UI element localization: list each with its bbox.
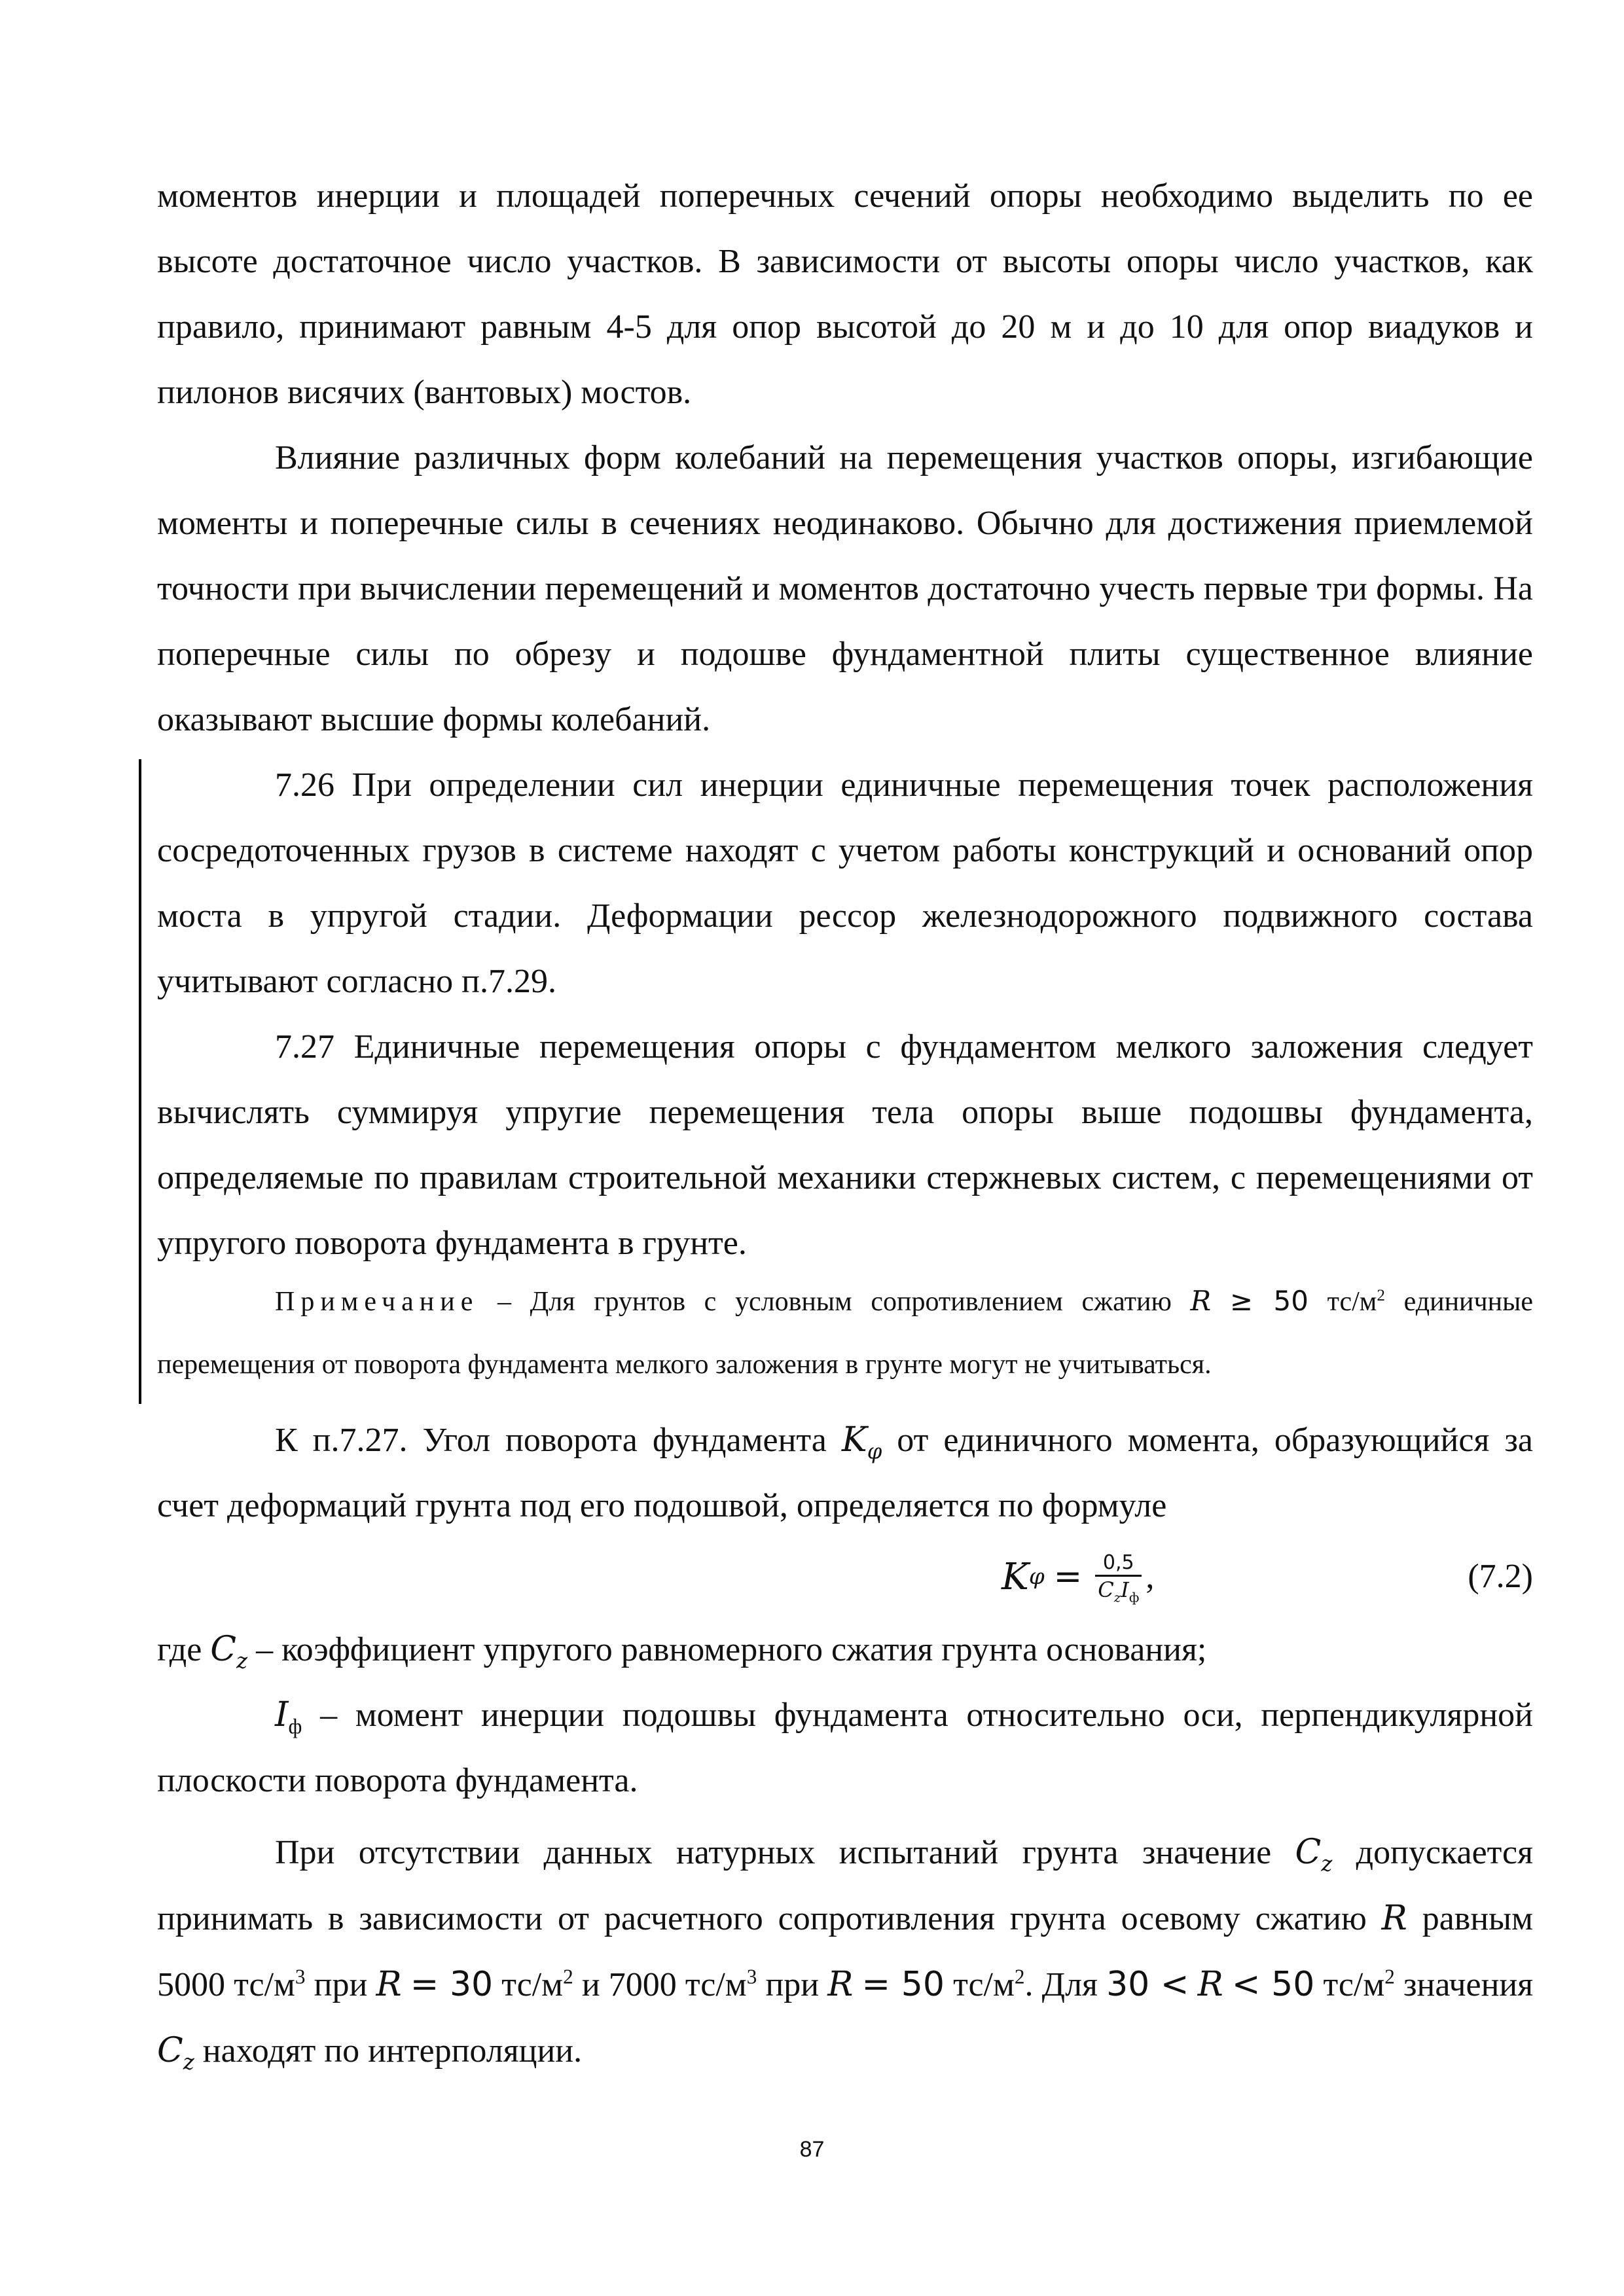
formula-number: (7.2) — [1468, 1558, 1533, 1595]
page-number: 87 — [799, 2137, 825, 2162]
definition-if: $I_ф$ – момент инерции подошвы фундамента относительно оси, перпендикулярной плоскости поворота фундамента. — [157, 1695, 1534, 1799]
paragraph-7-26 — [157, 753, 1533, 1014]
paragraph-k-7-27: К п.7.27. Угол поворота фундамента $K_\varphi$ от единичного момента, образующийся за счет деформаций грунта под его подошвой, определяется по формуле — [157, 1420, 1533, 1524]
paragraph-1-text: моментов инерции и площадей поперечных сечений опоры необходимо выделить по ее высоте достаточное число участков. В зависимости от высоты опоры число участков, как правило, принимают равным 4-5 для опор высотой до 20 м и до 10 для опор виадуков и пилонов висячих (вантовых) мостов. — [157, 177, 1533, 411]
paragraph-1 — [157, 164, 1533, 425]
formula-body: K φ = $\frac{0,5}{C_zI_ф}$ , — [1001, 1551, 1155, 1605]
paragraph-7-27-text: 7.27 Единичные перемещения опоры с фундаментом мелкого заложения следует вычислять суммируя упругие перемещения тела опоры выше подошвы фундамента, определяемые по правилам строительной механики стержневых систем, с перемещениями от упругого поворота фундамента в грунте. — [157, 1028, 1533, 1262]
paragraph-cz-values: При отсутствии данных натурных испытаний грунта значение $C_z$ допускается принимать в зависимости от расчетного сопротивления грунта осевому сжатию R равным 5000 $тс/м^3$ при R = 30 $тс/м^2$ и 7000 $тс/м^3$ при R = 50 $тс/м^2$. Для 30 < R < 50 $тс/м^2$ значения $C_z$ находят по интерполяции. — [157, 1833, 1534, 2075]
formula-7-2 — [157, 1541, 1533, 1613]
paragraph-7-27 — [157, 1014, 1533, 1276]
definition-cz: где $C_z$ – коэффициент упругого равномерного сжатия грунта основания; — [157, 1630, 1207, 1674]
note: Примечание – Для грунтов с условным сопротивлением сжатию R ≥ 50 $тс/м^2$ единичные перемещения от поворота фундамента мелкого заложения в грунте могут не учитываться. — [157, 1285, 1533, 1380]
paragraph-2 — [157, 425, 1533, 753]
paragraph-2-text: Влияние различных форм колебаний на перемещения участков опоры, изгибающие моменты и поперечные силы в сечениях неодинаково. Обычно для достижения приемлемой точности при вычислении перемещений и моментов достаточно учесть первые три формы. На поперечные силы по обрезу и подошве фундаментной плиты существенное влияние оказывают высшие формы колебаний. — [157, 439, 1533, 738]
revision-change-bar — [139, 759, 141, 1404]
paragraph-7-26-text: 7.26 При определении сил инерции единичные перемещения точек расположения сосредоточенных грузов в системе находят с учетом работы конструкций и оснований опор моста в упругой стадии. Деформации рессор железнодорожного подвижного состава учитывают согласно п.7.29. — [157, 766, 1533, 1000]
formula-fraction: $\frac{0,5}{C_zI_ф}$ — [1095, 1551, 1142, 1603]
note-label: Примечание — [275, 1287, 479, 1317]
